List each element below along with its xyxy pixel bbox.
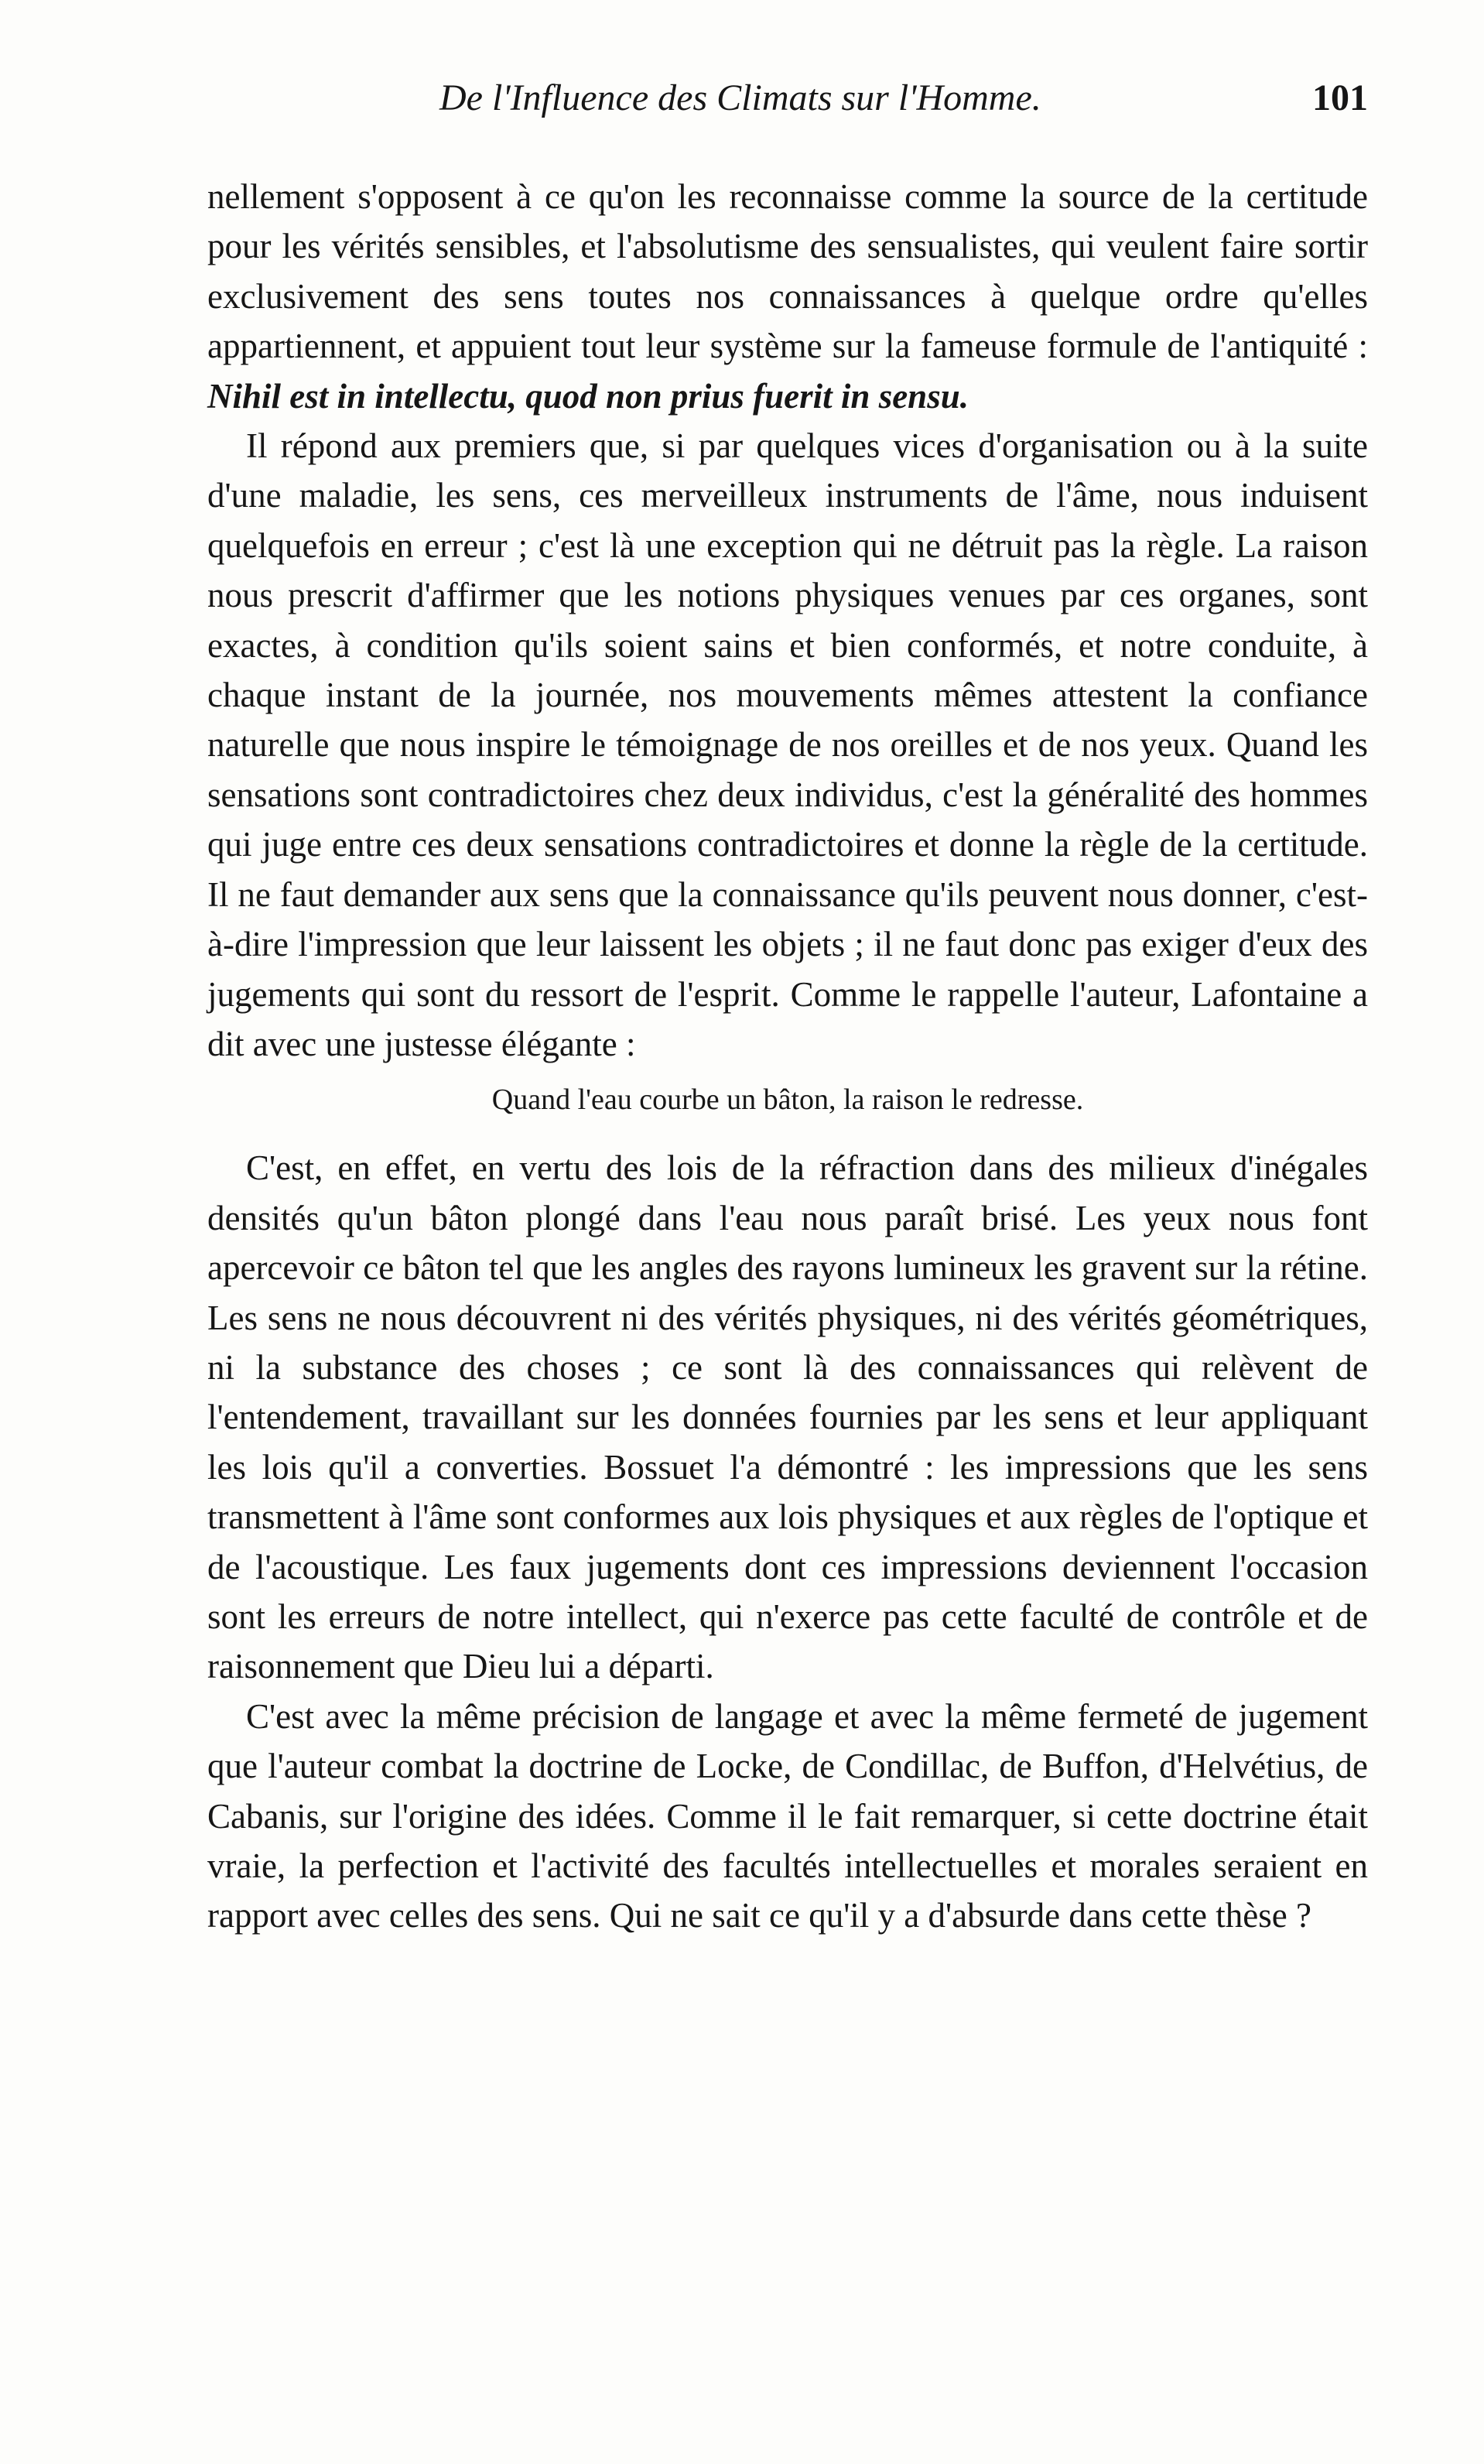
paragraph bbox=[207, 1143, 1368, 1691]
paragraph-text: nellement s'opposent à ce qu'on les reconnaisse comme la source de la certitude pour les vérités sensibles, et l'absolutisme des sensualistes, qui veulent faire sortir exclusivement des sens toutes nos connaissances à quelque ordre qu'elles appartiennent, et appuient tout leur système sur la fameuse formule de l'antiquité : bbox=[207, 177, 1368, 366]
page-number: 101 bbox=[1312, 77, 1368, 118]
verse-quotation: Quand l'eau courbe un bâton, la raison le redresse. bbox=[491, 1083, 1084, 1117]
paragraph bbox=[207, 1692, 1368, 1941]
paragraph-continued bbox=[207, 172, 1368, 421]
paragraph-text: C'est avec la même précision de langage et avec la même fermeté de jugement que l'auteur combat la doctrine de Locke, de Condillac, de Buffon, d'Helvétius, de Cabanis, sur l'origine des idées. Comme il le fait remarquer, si cette doctrine était vraie, la perfection et l'activité des facultés intellectuelles et morales seraient en rapport avec celles des sens. Qui ne sait ce qu'il y a d'absurde dans cette thèse ? bbox=[207, 1696, 1368, 1935]
paragraph bbox=[207, 421, 1368, 1069]
paragraph-text: C'est, en effet, en vertu des lois de la réfraction dans des milieux d'inégales densités qu'un bâton plongé dans l'eau nous paraît brisé. Les yeux nous font apercevoir ce bâton tel que les angles des rayons lumineux les gravent sur la rétine. Les sens ne nous découvrent ni des vérités physiques, ni des vérités géométriques, ni la substance des choses ; ce sont là des connaissances qui relèvent de l'entendement, travaillant sur les données fournies par les sens et leur appliquant les lois qu'il a converties. Bossuet l'a démontré : les impressions que les sens transmettent à l'âme sont conformes aux lois physiques et aux règles de l'optique et de l'acoustique. Les faux jugements dont ces impressions deviennent l'occasion sont les erreurs de notre intellect, qui n'exerce pas cette faculté de contrôle et de raisonnement que Dieu lui a départi. bbox=[207, 1148, 1368, 1686]
running-head bbox=[207, 63, 1368, 133]
running-title: De l'Influence des Climats sur l'Homme. bbox=[439, 77, 1041, 118]
latin-quotation: Nihil est in intellectu, quod non prius fuerit in sensu. bbox=[207, 376, 969, 416]
body-text bbox=[207, 172, 1368, 1941]
paragraph-text: Il répond aux premiers que, si par quelques vices d'organisation ou à la suite d'une maladie, les sens, ces merveilleux instruments de l'âme, nous induisent quelquefois en erreur ; c'est là une exception qui ne détruit pas la règle. La raison nous prescrit d'affirmer que les notions physiques venues par ces organes, sont exactes, à condition qu'ils soient sains et bien conformés, et notre conduite, à chaque instant de la journée, nos mouvements mêmes attestent la confiance naturelle que nous inspire le témoignage de nos oreilles et de nos yeux. Quand les sensations sont contradictoires chez deux individus, c'est la généralité des hommes qui juge entre ces deux sensations contradictoires et donne la règle de la certitude. Il ne faut demander aux sens que la connaissance qu'ils peuvent nous donner, c'est-à-dire l'impression que leur laissent les objets ; il ne faut donc pas exiger d'eux des jugements qui sont du ressort de l'esprit. Comme le rappelle l'auteur, Lafontaine a dit avec une justesse élégante : bbox=[207, 426, 1368, 1063]
